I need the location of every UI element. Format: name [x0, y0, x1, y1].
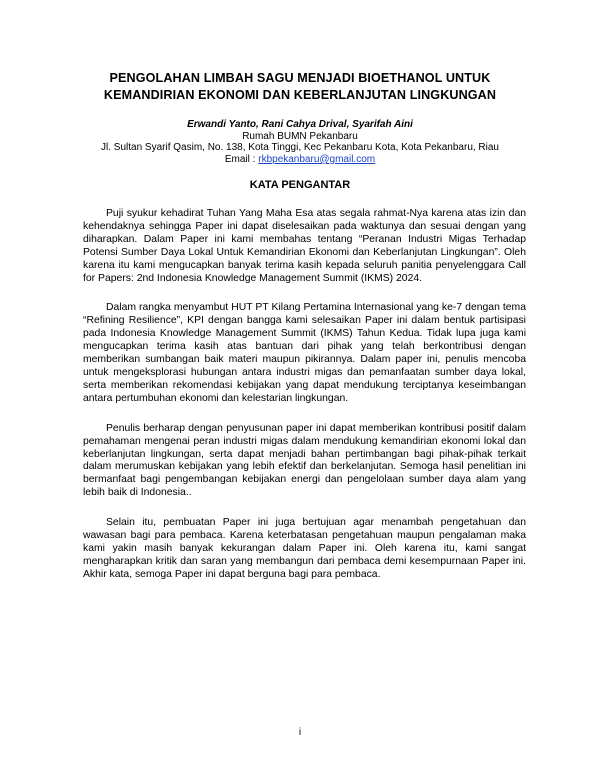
paragraph-4: Selain itu, pembuatan Paper ini juga bertujuan agar menambah pengetahuan dan wawasan bagi para pembaca. Karena keterbatasan pengetahuan maupun pengalaman maka kami yakin masih banyak kekurangan dalam Paper ini. Oleh karena itu, kami sangat mengharapkan kritik dan saran yang membangun dari pembaca demi kesempurnaan Paper ini. Akhir kata, semoga Paper ini dapat berguna bagi para pembaca.: [83, 517, 526, 580]
paragraph-3: Penulis berharap dengan penyusunan paper ini dapat memberikan kontribusi positif dalam pemahaman mengenai peran industri migas dalam mendukung kemandirian ekonomi lokal dan keberlanjutan lingkungan, serta dapat menjadi bahan pertimbangan bagi pihak-pihak terkait dalam merumuskan kebijakan yang lebih efektif dan berkelanjutan. Semoga hasil penelitian ini bermanfaat bagi pengembangan kebijakan energi dan pengelolaan sumber daya alam yang lebih baik di Indonesia..: [83, 422, 526, 499]
section-heading: KATA PENGANTAR: [249, 179, 351, 191]
author-names: Erwandi Yanto, Rani Cahya Drival, Syarifah Aini: [187, 119, 413, 130]
email-link[interactable]: rkbpekanbaru@gmail.com: [258, 153, 376, 165]
email-line: [60, 154, 540, 166]
page-number: i: [298, 727, 302, 738]
paper-title-line-2: KEMANDIRIAN EKONOMI DAN KEBERLANJUTAN LINGKUNGAN: [103, 88, 497, 102]
paragraph-2: Dalam rangka menyambut HUT PT Kilang Pertamina Internasional yang ke-7 dengan tema “Refining Resilience”, KPI dengan bangga kami selesaikan Paper ini dalam bentuk partisipasi pada Indonesia Knowledge Management Summit (IKMS) Tahun Kedua. Tidak lupa juga kami mengucapkan terima kasih atas bantuan dari pihak yang telah berkontribusi dengan memberikan sumbangan baik materi maupun pikirannya. Dalam paper ini, penulis mencoba untuk mengeksplorasi hubungan antara industri migas dan pemanfaatan sumber daya lokal, serta memberikan rekomendasi kebijakan yang dapat mendukung terciptanya keseimbangan antara pertumbuhan ekonomi dan kelestarian lingkungan.: [83, 302, 526, 404]
address: Jl. Sultan Syarif Qasim, No. 138, Kota Tinggi, Kec Pekanbaru Kota, Kota Pekanbaru, Riau: [101, 142, 499, 154]
paragraph-1: Puji syukur kehadirat Tuhan Yang Maha Esa atas segala rahmat-Nya karena atas izin dan kehendaknya sehingga Paper ini dapat diselesaikan pada waktunya dan sesuai dengan yang diharapkan. Dalam Paper ini kami membahas tentang “Peranan Industri Migas Terhadap Potensi Sumber Daya Lokal Untuk Kemandirian Ekonomi dan Keberlanjutan Lingkungan”. Oleh karena itu kami mengucapkan banyak terima kasih kepada seluruh panitia penyelenggara Call for Papers: 2nd Indonesia Knowledge Management Summit (IKMS) 2024.: [83, 208, 526, 284]
paper-title: [60, 70, 540, 104]
affiliation: Rumah BUMN Pekanbaru: [242, 130, 358, 142]
author-block: [60, 119, 540, 165]
email-label: Email :: [224, 153, 259, 165]
paper-title-line-1: PENGOLAHAN LIMBAH SAGU MENJADI BIOETHANOL UNTUK: [109, 71, 491, 85]
body-text: [83, 208, 526, 599]
